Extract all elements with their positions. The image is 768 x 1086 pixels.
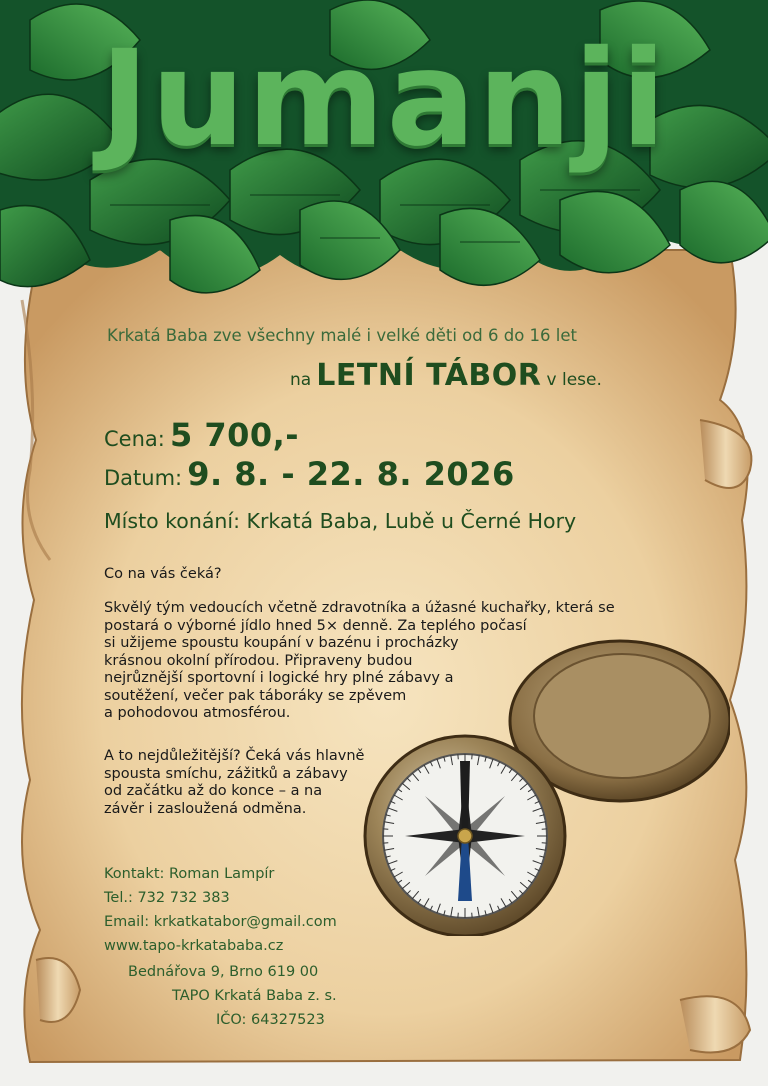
paragraph-line: a pohodovou atmosférou. — [104, 705, 291, 721]
paragraph-line: si užijeme spoustu koupání v bazénu i procházky — [104, 635, 459, 651]
paragraph-line: krásnou okolní přírodou. Připraveny budou — [104, 652, 413, 669]
paragraph-line: spousta smíchu, zážitků a zábavy — [104, 765, 348, 782]
compass-lid-inner — [534, 654, 710, 778]
contact-website: www.tapo-krkatababa.cz — [104, 938, 284, 954]
contact-person: Kontakt: Roman Lampír — [104, 866, 275, 882]
paragraph-line: od začátku až do konce – a na — [104, 783, 323, 799]
price-label: Cena: — [104, 427, 165, 451]
price-value: 5 700,- — [169, 416, 300, 454]
contact-ico: IČO: 64327523 — [216, 1012, 325, 1028]
contact-organization: TAPO Krkatá Baba z. s. — [172, 988, 337, 1004]
question-heading: Co na vás čeká? — [104, 566, 222, 582]
contact-email: Email: krkatkatabor@gmail.com — [104, 914, 337, 930]
paragraph-line: postará o výborné jídlo hned 5× denně. Za teplého počasí — [104, 617, 527, 634]
compass-illustration — [360, 636, 730, 936]
paragraph-line: nejrůznější sportovní i logické hry plné zábavy a — [104, 670, 454, 686]
price-row — [104, 416, 299, 454]
venue: Místo konání: Krkatá Baba, Lubě u Černé Hory — [104, 509, 577, 533]
parchment-curl-right — [700, 420, 751, 488]
paragraph-line: A to nejdůležitější? Čeká vás hlavně — [104, 748, 365, 764]
camp-suffix: v lese. — [546, 370, 602, 390]
camp-prefix: na — [290, 370, 312, 390]
paragraph-line: závěr i zasloužená odměna. — [104, 800, 307, 817]
date-row — [104, 455, 515, 493]
compass-pivot — [458, 829, 472, 843]
paragraph-2 — [104, 748, 394, 818]
date-value: 9. 8. - 22. 8. 2026 — [187, 455, 515, 493]
paragraph-line: soutěžení, večer pak táboráky se zpěvem — [104, 687, 407, 704]
intro-text: Krkatá Baba zve všechny malé i velké děti od 6 do 16 let — [107, 326, 577, 345]
paragraph-line: Skvělý tým vedoucích včetně zdravotníka a úžasné kuchařky, která se — [104, 600, 615, 616]
camp-name: LETNÍ TÁBOR — [316, 358, 542, 393]
title: Jumanji — [99, 22, 669, 176]
date-label: Datum: — [104, 466, 183, 490]
contact-phone: Tel.: 732 732 383 — [104, 890, 230, 906]
camp-headline — [290, 358, 602, 393]
contact-address: Bednářova 9, Brno 619 00 — [128, 964, 319, 980]
